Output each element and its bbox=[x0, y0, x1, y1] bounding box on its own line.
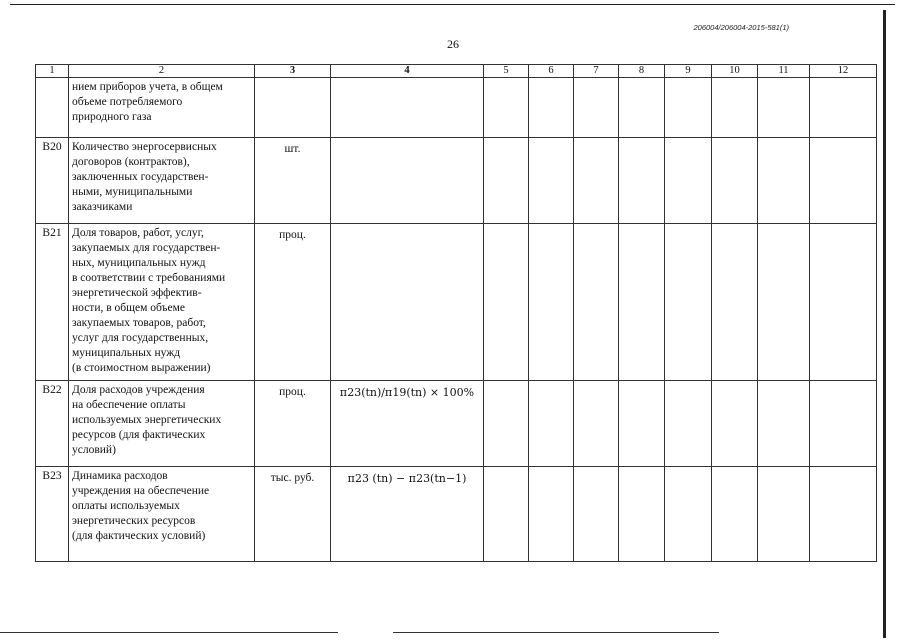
col-header: 12 bbox=[810, 65, 877, 78]
row-name: Доля товаров, работ, услуг, закупаемых для государствен- ных, муниципальных нужд в соответствии с требованиями энергетической эффектив- ности, в общем объеме закупаемых товаров, работ, услуг для государственных, муниципальных нужд (в стоимостном выражении) bbox=[69, 224, 255, 381]
row-name: Количество энергосервисных договоров (контрактов), заключенных государствен- ными, муниципальными заказчиками bbox=[69, 138, 255, 224]
row-formula bbox=[331, 138, 484, 224]
page-number: 26 bbox=[447, 37, 459, 51]
col-header: 8 bbox=[619, 65, 665, 78]
col-header: 11 bbox=[758, 65, 810, 78]
col-header: 9 bbox=[665, 65, 712, 78]
col-header: 10 bbox=[712, 65, 758, 78]
table-row bbox=[36, 381, 877, 467]
row-formula bbox=[331, 78, 484, 138]
row-name: нием приборов учета, в общем объеме потребляемого природного газа bbox=[69, 78, 255, 138]
row-code: B20 bbox=[36, 138, 69, 224]
table-row bbox=[36, 224, 877, 381]
document-id: 206004/206004-2015-581(1) bbox=[693, 23, 789, 32]
top-border-line bbox=[10, 4, 895, 5]
row-unit: тыс. руб. bbox=[255, 467, 331, 562]
row-code: B23 bbox=[36, 467, 69, 562]
bottom-line-left bbox=[0, 632, 338, 633]
row-code: B21 bbox=[36, 224, 69, 381]
row-formula bbox=[331, 224, 484, 381]
bottom-line-right bbox=[393, 632, 719, 633]
row-code bbox=[36, 78, 69, 138]
table-row bbox=[36, 138, 877, 224]
formula-text: п23(tn)/п19(tn) × 100% bbox=[339, 386, 475, 399]
col-header: 3 bbox=[255, 65, 331, 78]
row-unit: проц. bbox=[255, 381, 331, 467]
table-row bbox=[36, 467, 877, 562]
right-edge-bar bbox=[883, 10, 886, 638]
table-row bbox=[36, 78, 877, 138]
row-formula bbox=[331, 467, 484, 562]
col-header: 4 bbox=[331, 65, 484, 78]
formula-text: п23 (tn) − п23(tn−1) bbox=[347, 472, 467, 485]
row-code: B22 bbox=[36, 381, 69, 467]
col-header: 7 bbox=[574, 65, 619, 78]
indicator-table bbox=[35, 64, 877, 562]
row-name: Доля расходов учреждения на обеспечение оплаты используемых энергетических ресурсов (для фактических условий) bbox=[69, 381, 255, 467]
col-header: 1 bbox=[36, 65, 69, 78]
col-header: 6 bbox=[529, 65, 574, 78]
row-formula bbox=[331, 381, 484, 467]
table-header-row bbox=[36, 65, 877, 78]
row-unit bbox=[255, 78, 331, 138]
row-unit: шт. bbox=[255, 138, 331, 224]
row-name: Динамика расходов учреждения на обеспечение оплаты используемых энергетических ресурсов (для фактических условий) bbox=[69, 467, 255, 562]
col-header: 5 bbox=[484, 65, 529, 78]
row-unit: проц. bbox=[255, 224, 331, 381]
col-header: 2 bbox=[69, 65, 255, 78]
